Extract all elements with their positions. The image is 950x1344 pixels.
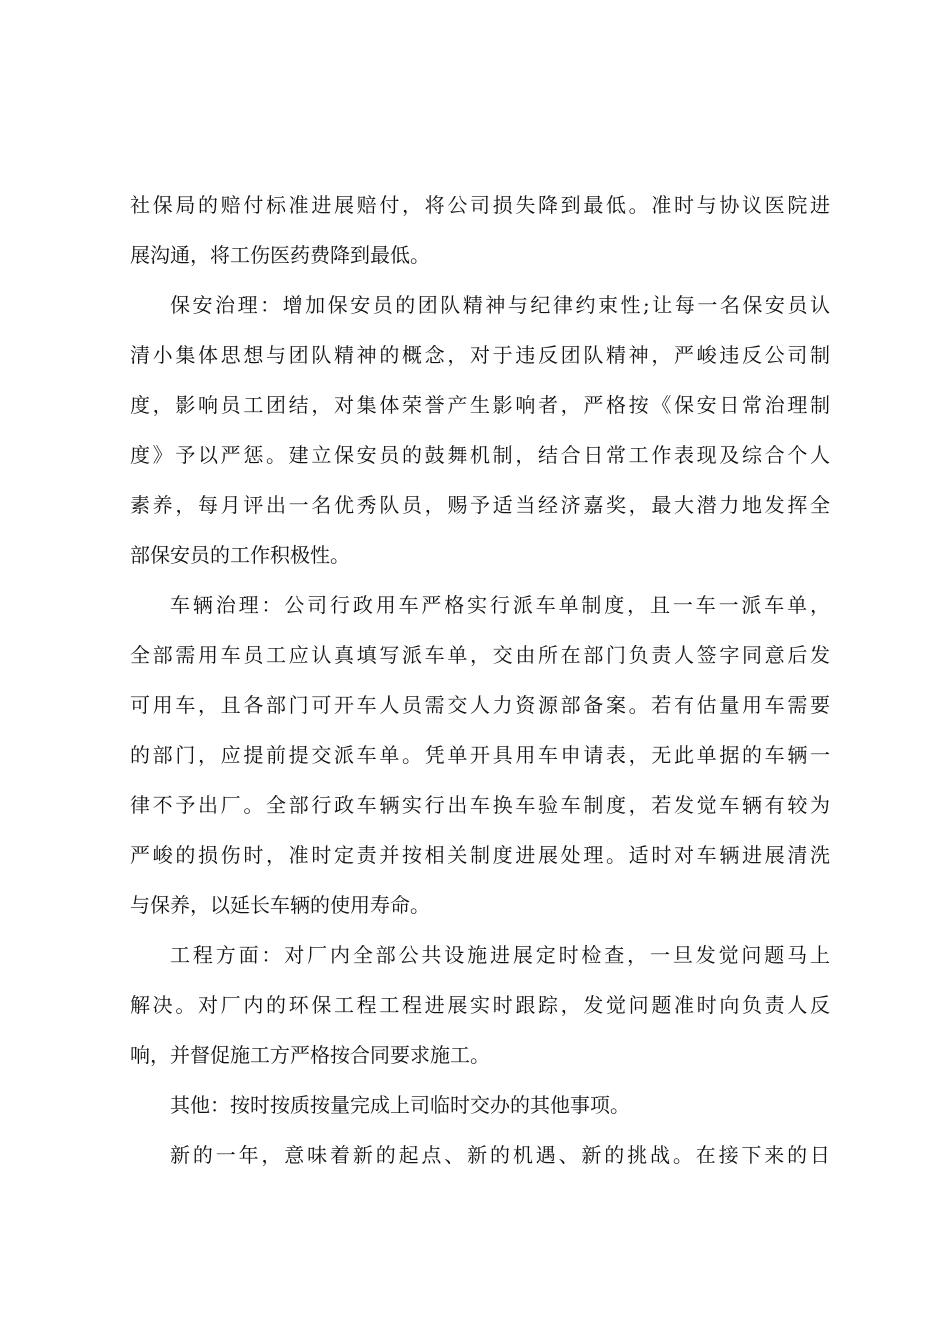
text-line: 律不予出厂。全部行政车辆实行出车换车验车制度，若发觉车辆有较为	[130, 793, 830, 817]
text-line: 与保养，以延长车辆的使用寿命。	[130, 893, 430, 917]
text-line: 度，影响员工团结，对集体荣誉产生影响者，严格按《保安日常治理制	[130, 393, 830, 417]
text-line: 解决。对厂内的环保工程工程进展实时跟踪，发觉问题准时向负责人反	[130, 993, 830, 1017]
text-line: 车辆治理：公司行政用车严格实行派车单制度，且一车一派车单，	[170, 593, 830, 617]
text-line: 可用车，且各部门可开车人员需交人力资源部备案。若有估量用车需要	[130, 693, 830, 717]
document-body	[130, 180, 830, 1180]
text-line: 素养，每月评出一名优秀队员，赐予适当经济嘉奖，最大潜力地发挥全	[130, 493, 830, 517]
text-line: 响，并督促施工方严格按合同要求施工。	[130, 1043, 490, 1067]
text-line: 新的一年，意味着新的起点、新的机遇、新的挑战。在接下来的日	[170, 1143, 830, 1167]
text-line: 严峻的损伤时，准时定责并按相关制度进展处理。适时对车辆进展清洗	[130, 843, 830, 867]
text-line: 工程方面：对厂内全部公共设施进展定时检查，一旦发觉问题马上	[170, 943, 830, 967]
text-line: 社保局的赔付标准进展赔付，将公司损失降到最低。准时与协议医院进	[130, 193, 830, 217]
text-line: 的部门，应提前提交派车单。凭单开具用车申请表，无此单据的车辆一	[130, 743, 830, 767]
text-line: 部保安员的工作积极性。	[130, 543, 350, 567]
text-line: 度》予以严惩。建立保安员的鼓舞机制，结合日常工作表现及综合个人	[130, 443, 830, 467]
text-line: 展沟通，将工伤医药费降到最低。	[130, 243, 430, 267]
text-line: 清小集体思想与团队精神的概念，对于违反团队精神，严峻违反公司制	[130, 343, 830, 367]
text-line: 其他：按时按质按量完成上司临时交办的其他事项。	[170, 1093, 630, 1117]
text-line: 全部需用车员工应认真填写派车单，交由所在部门负责人签字同意后发	[130, 643, 830, 667]
text-line: 保安治理：增加保安员的团队精神与纪律约束性;让每一名保安员认	[170, 293, 830, 317]
